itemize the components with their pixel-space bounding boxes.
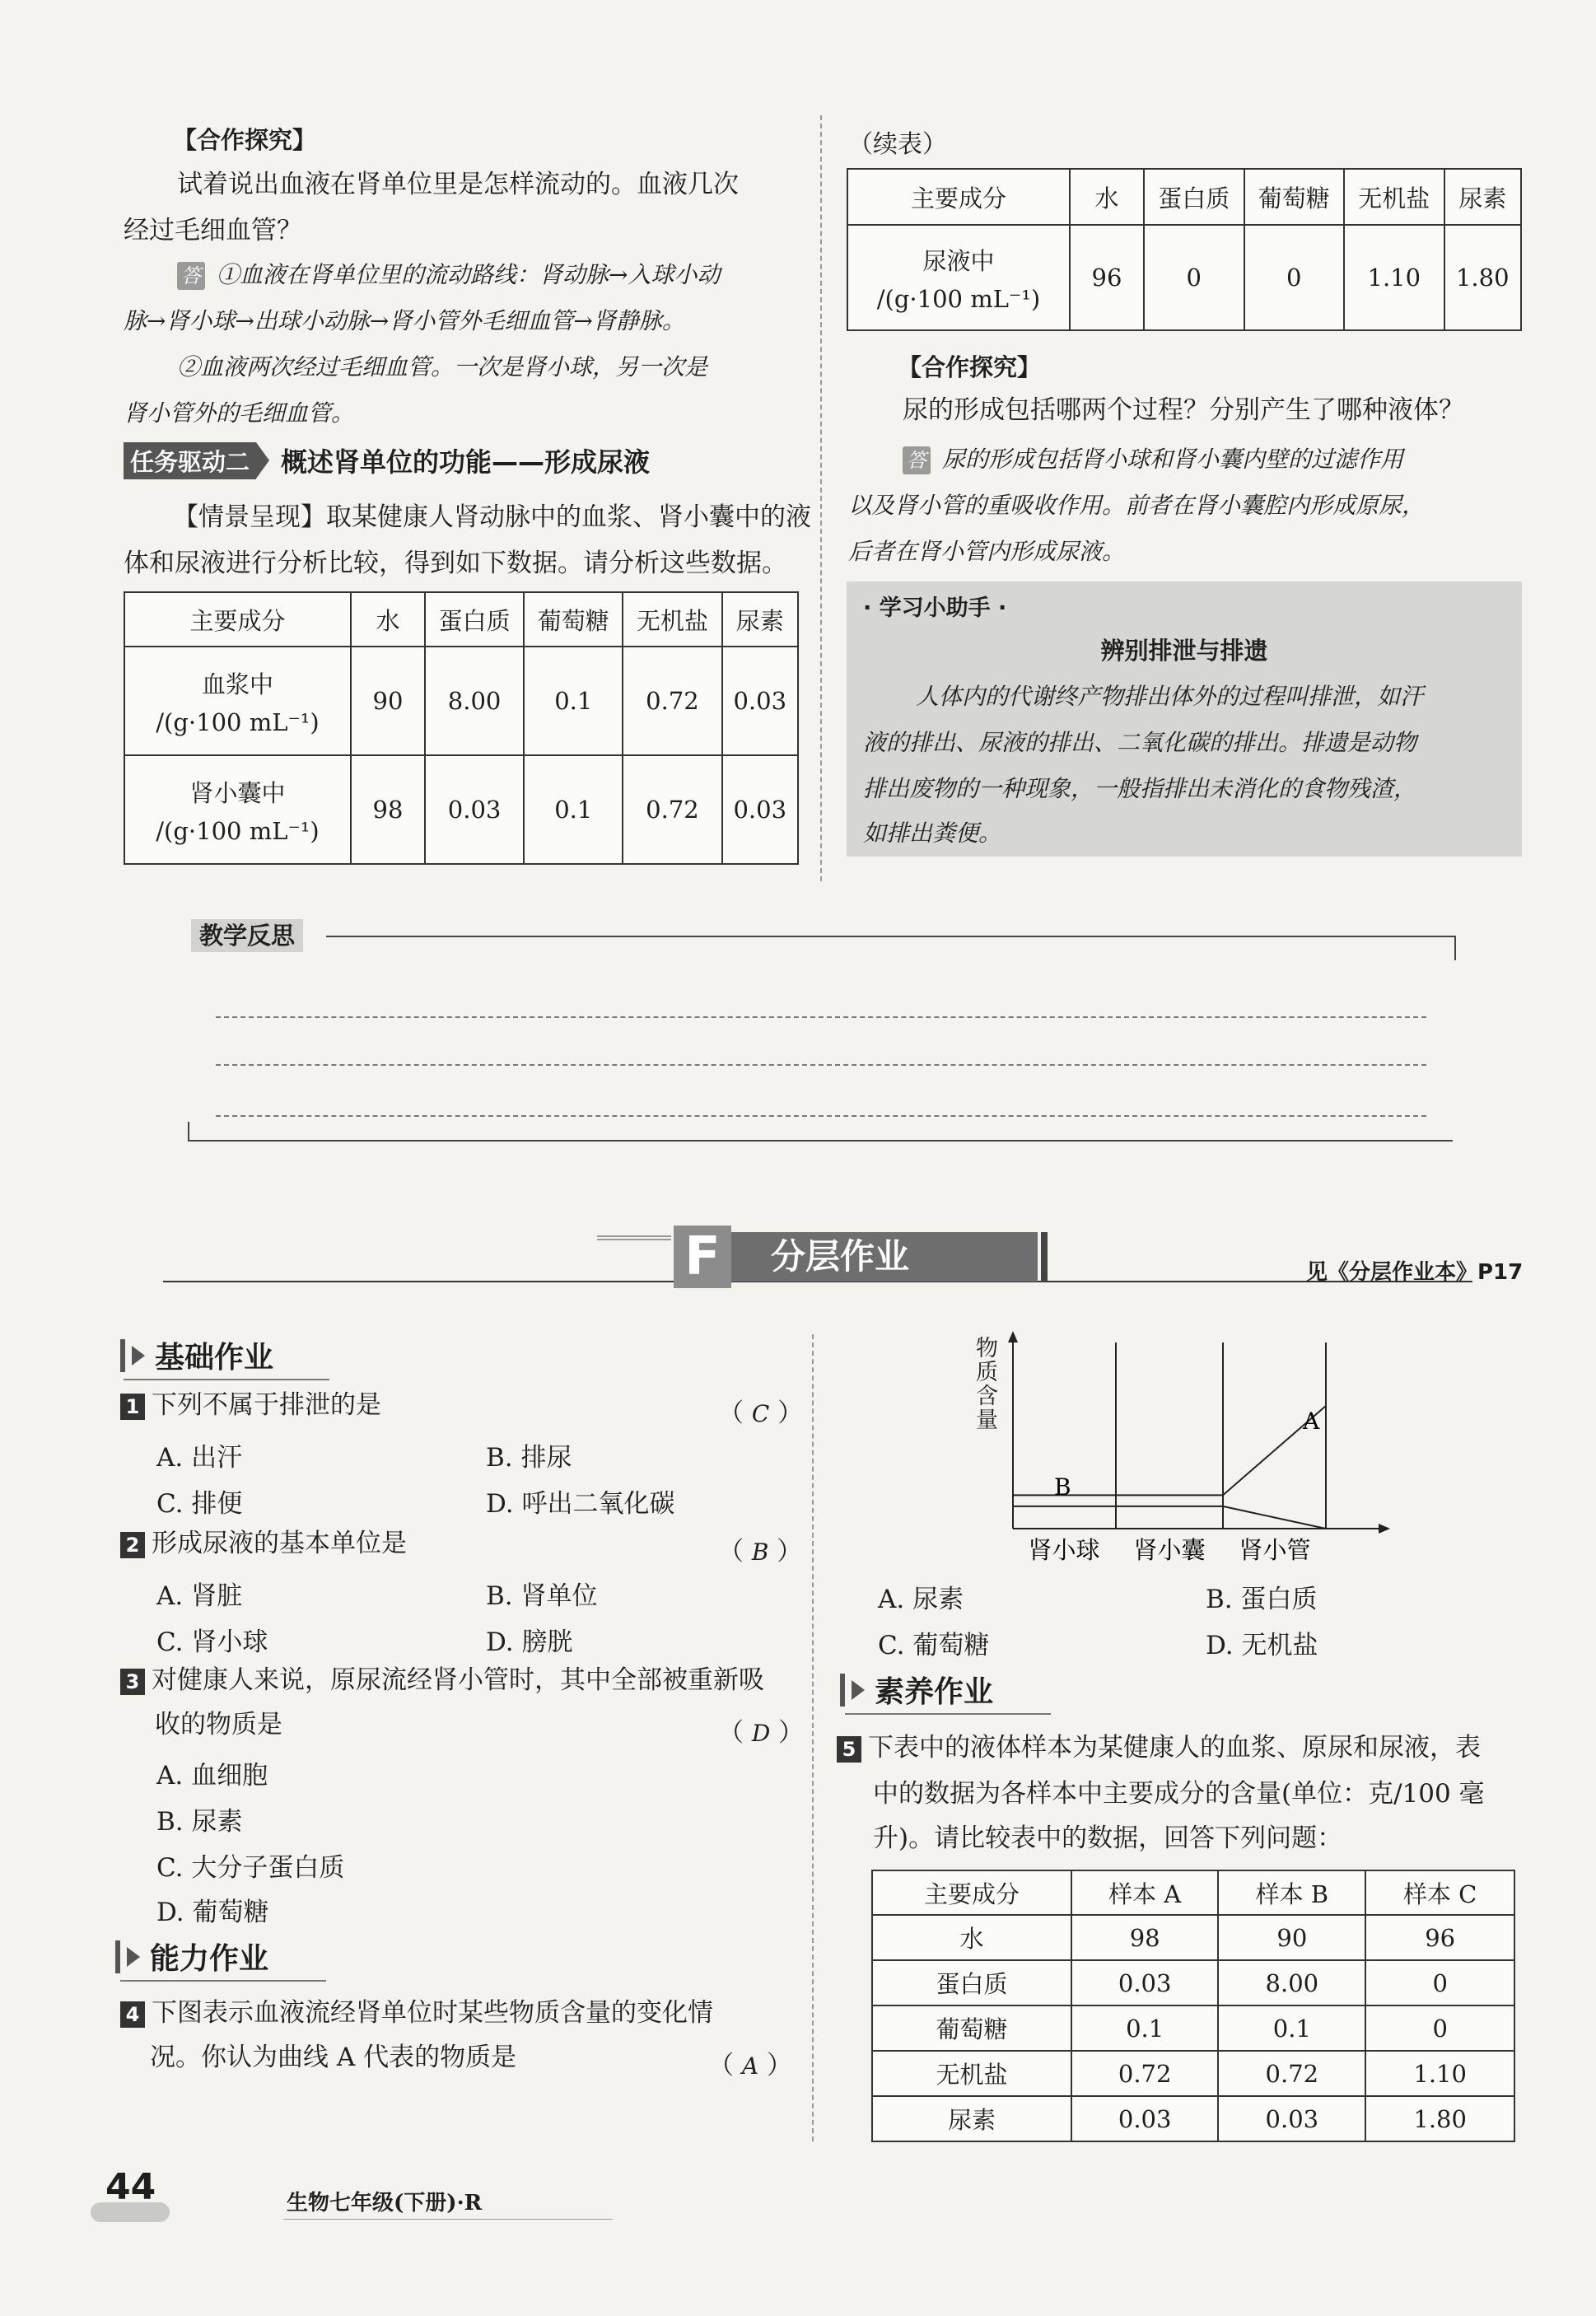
answer-line: 以及肾小管的重吸收作用。前者在肾小囊腔内形成原尿， bbox=[848, 492, 1426, 519]
table-header: 葡萄糖 bbox=[1244, 169, 1345, 225]
table-cell: 90 bbox=[1218, 1915, 1365, 1960]
option: A. 血细胞 bbox=[156, 1761, 268, 1791]
table-row bbox=[872, 2051, 1514, 2096]
table-cell: 0.72 bbox=[623, 647, 721, 755]
question-text: 对健康人来说，原尿流经肾小管时，其中全部被重新吸 bbox=[152, 1665, 764, 1695]
reflection-line bbox=[216, 1064, 1426, 1066]
x-axis-arrow bbox=[1379, 1524, 1390, 1534]
page-number: 44 bbox=[105, 2166, 156, 2208]
answer-line: ①血液在肾单位里的流动路线：肾动脉→入球小动 bbox=[217, 261, 721, 288]
option: B. 尿素 bbox=[156, 1807, 243, 1837]
answer-tag: 答 bbox=[177, 262, 205, 290]
option: C. 排便 bbox=[156, 1489, 243, 1519]
table-cell: 1.10 bbox=[1344, 225, 1444, 330]
answer-block-1 bbox=[177, 257, 720, 290]
table-cell: 无机盐 bbox=[872, 2051, 1071, 2096]
table-row bbox=[872, 1915, 1514, 1960]
table-header: 蛋白质 bbox=[425, 592, 524, 647]
option: C. 肾小球 bbox=[156, 1627, 268, 1657]
table-cell: 0 bbox=[1144, 225, 1244, 330]
coop-heading-2: 【合作探究】 bbox=[898, 353, 1042, 381]
option: D. 膀胱 bbox=[486, 1627, 573, 1657]
helper-line: 液的排出、尿液的排出、二氧化碳的排出。排遗是动物 bbox=[863, 729, 1417, 756]
curve-b bbox=[1013, 1506, 1326, 1529]
table-row bbox=[872, 2005, 1514, 2051]
answer-line: 肾小管外的毛细血管。 bbox=[124, 399, 355, 427]
data-table-1 bbox=[124, 591, 799, 865]
answer-line: 脉→肾小球→出球小动脉→肾小管外毛细血管→肾静脉。 bbox=[124, 307, 685, 334]
answer-paren-3: （ D ） bbox=[718, 1718, 805, 1748]
table-cell: 0.1 bbox=[1071, 2005, 1218, 2051]
option: D. 葡萄糖 bbox=[156, 1898, 269, 1927]
table-cell: 0.72 bbox=[1071, 2051, 1218, 2096]
table-header: 样本 B bbox=[1218, 1870, 1365, 1915]
table-cell: 8.00 bbox=[425, 647, 524, 755]
table-cell: 1.80 bbox=[1365, 2096, 1514, 2141]
table-row bbox=[124, 755, 798, 864]
workbook-reference: 见《分层作业本》P17 bbox=[1306, 1260, 1524, 1285]
substance-chart bbox=[955, 1326, 1400, 1581]
banner-end-bar bbox=[1041, 1232, 1048, 1282]
option: A. 肾脏 bbox=[156, 1581, 243, 1611]
table-cell: 0.03 bbox=[1071, 2096, 1218, 2141]
data-table-continued bbox=[847, 168, 1522, 331]
table-row bbox=[847, 225, 1521, 330]
option: C. 大分子蛋白质 bbox=[156, 1853, 345, 1883]
question-1 bbox=[120, 1382, 381, 1428]
question-number: 2 bbox=[120, 1532, 145, 1558]
ability-homework-heading: 能力作业 bbox=[115, 1935, 268, 1977]
option: B. 肾单位 bbox=[486, 1581, 598, 1611]
answer-line: 尿的形成包括肾小球和肾小囊内壁的过滤作用 bbox=[942, 446, 1404, 473]
option: B. 蛋白质 bbox=[1206, 1585, 1318, 1614]
option: C. 葡萄糖 bbox=[878, 1631, 990, 1660]
table-header: 尿素 bbox=[722, 592, 798, 647]
option: B. 排尿 bbox=[486, 1443, 572, 1473]
table-row bbox=[872, 1960, 1514, 2005]
curve-b-label: B bbox=[1054, 1473, 1071, 1501]
answer-block-2 bbox=[903, 441, 1403, 474]
table-cell: 0 bbox=[1365, 1960, 1514, 2005]
table-header: 蛋白质 bbox=[1144, 169, 1244, 225]
reflection-label: 教学反思 bbox=[191, 919, 303, 952]
table-cell: 98 bbox=[351, 755, 425, 864]
table-header: 主要成分 bbox=[872, 1870, 1071, 1915]
table-header: 葡萄糖 bbox=[524, 592, 623, 647]
task-heading bbox=[124, 441, 650, 479]
literacy-homework-heading: 素养作业 bbox=[840, 1669, 993, 1711]
curve-a-label: A bbox=[1303, 1407, 1320, 1435]
question-text: 收的物质是 bbox=[155, 1710, 282, 1739]
table-header: 样本 A bbox=[1071, 1870, 1218, 1915]
table-cell: 血浆中 /(g·100 mL⁻¹) bbox=[124, 647, 351, 755]
table-cell: 0.03 bbox=[1218, 2096, 1365, 2141]
table-row bbox=[872, 2096, 1514, 2141]
x-tick-label: 肾小囊 bbox=[1133, 1536, 1206, 1564]
table-cell: 1.10 bbox=[1365, 2051, 1514, 2096]
x-tick-label: 肾小管 bbox=[1239, 1536, 1311, 1564]
table-cell: 90 bbox=[351, 647, 425, 755]
table-cell: 水 bbox=[872, 1915, 1071, 1960]
question-text: 升)。请比较表中的数据，回答下列问题： bbox=[873, 1823, 1343, 1853]
coop-question-1: 试着说出血液在肾单位里是怎样流动的。血液几次 bbox=[177, 170, 739, 199]
table-row bbox=[124, 647, 798, 755]
book-title: 生物七年级(下册)·R bbox=[287, 2191, 483, 2216]
coop-question-2: 经过毛细血管？ bbox=[124, 216, 302, 245]
table-cell: 尿素 bbox=[872, 2096, 1071, 2141]
scene-line-1: 【情景呈现】取某健康人肾动脉中的血浆、肾小囊中的液 bbox=[173, 502, 811, 532]
table-header: 尿素 bbox=[1444, 169, 1521, 225]
table-cell: 0.03 bbox=[722, 755, 798, 864]
table-cell: 0.1 bbox=[1218, 2005, 1365, 2051]
answer-paren-4: （ A ） bbox=[708, 2051, 792, 2080]
table-cell: 葡萄糖 bbox=[872, 2005, 1071, 2051]
question-number: 3 bbox=[120, 1669, 145, 1695]
question-text: 下图表示血液流经肾单位时某些物质含量的变化情 bbox=[152, 1998, 713, 2028]
option: D. 无机盐 bbox=[1206, 1631, 1318, 1660]
answer-paren-1: （ C ） bbox=[718, 1398, 804, 1428]
reflection-line bbox=[216, 1115, 1426, 1117]
table-header: 水 bbox=[1070, 169, 1144, 225]
table-cell: 尿液中 /(g·100 mL⁻¹) bbox=[847, 225, 1070, 330]
helper-tag: · 学习小助手 · bbox=[863, 595, 1007, 621]
table-cell: 肾小囊中 /(g·100 mL⁻¹) bbox=[124, 755, 351, 864]
question-text: 况。你认为曲线 A 代表的物质是 bbox=[150, 2043, 517, 2072]
sample-table bbox=[871, 1870, 1515, 2142]
question-text: 下表中的液体样本为某健康人的血浆、原尿和尿液，表 bbox=[868, 1733, 1481, 1763]
table-header: 无机盐 bbox=[1344, 169, 1444, 225]
table-header: 主要成分 bbox=[124, 592, 351, 647]
table-cell: 96 bbox=[1365, 1915, 1514, 1960]
helper-line: 人体内的代谢终产物排出体外的过程叫排泄，如汗 bbox=[916, 683, 1424, 710]
answer-line: ②血液两次经过毛细血管。一次是肾小球，另一次是 bbox=[177, 353, 708, 381]
reflection-line bbox=[216, 1016, 1426, 1018]
answer-line: 后者在肾小管内形成尿液。 bbox=[848, 538, 1126, 565]
option: A. 尿素 bbox=[878, 1585, 964, 1614]
table-cell: 0.03 bbox=[722, 647, 798, 755]
coop-question-3: 尿的形成包括哪两个过程？分别产生了哪种液体？ bbox=[903, 395, 1464, 425]
heading-underline bbox=[124, 1379, 329, 1380]
helper-line: 如排出粪便。 bbox=[863, 819, 1002, 847]
helper-line: 排出废物的一种现象，一般指排出未消化的食物残渣， bbox=[863, 775, 1417, 802]
table-cell: 0.1 bbox=[524, 647, 623, 755]
task-badge: 任务驱动二 bbox=[124, 442, 256, 479]
table-cell: 0.03 bbox=[1071, 1960, 1218, 2005]
study-helper-box bbox=[847, 581, 1522, 857]
reflection-bottom-rule bbox=[188, 1140, 1453, 1142]
scene-line-2: 体和尿液进行分析比较，得到如下数据。请分析这些数据。 bbox=[124, 549, 787, 578]
x-tick-label: 肾小球 bbox=[1028, 1536, 1100, 1564]
table-header: 样本 C bbox=[1365, 1870, 1514, 1915]
table-cell: 0.72 bbox=[1218, 2051, 1365, 2096]
table-header: 无机盐 bbox=[623, 592, 721, 647]
task-title: 概述肾单位的功能——形成尿液 bbox=[281, 446, 651, 478]
table-header: 水 bbox=[351, 592, 425, 647]
reflection-top-rule bbox=[326, 936, 1454, 937]
question-number: 4 bbox=[120, 2001, 145, 2028]
table-cell: 蛋白质 bbox=[872, 1960, 1071, 2005]
question-3 bbox=[120, 1657, 764, 1703]
table-header: 主要成分 bbox=[847, 169, 1070, 225]
table-cell: 0 bbox=[1365, 2005, 1514, 2051]
question-5 bbox=[837, 1725, 1481, 1771]
question-number: 1 bbox=[120, 1394, 145, 1420]
table-cell: 96 bbox=[1070, 225, 1144, 330]
table-cell: 98 bbox=[1071, 1915, 1218, 1960]
banner-badge: F bbox=[674, 1226, 731, 1288]
helper-title: 辨别排泄与排遗 bbox=[1100, 637, 1268, 665]
option: A. 出汗 bbox=[156, 1443, 243, 1473]
reflection-bracket bbox=[188, 1122, 189, 1140]
column-divider bbox=[820, 115, 822, 881]
answer-paren-2: （ B ） bbox=[718, 1537, 803, 1567]
banner-title: 分层作业 bbox=[731, 1232, 1038, 1282]
table-cell: 0.72 bbox=[623, 755, 721, 864]
table-cell: 0.1 bbox=[524, 755, 623, 864]
question-text: 中的数据为各样本中主要成分的含量(单位：克/100 毫 bbox=[873, 1779, 1485, 1809]
option: D. 呼出二氧化碳 bbox=[486, 1489, 675, 1519]
column-divider bbox=[812, 1334, 814, 2141]
footer-rule bbox=[283, 2219, 613, 2220]
question-text: 形成尿液的基本单位是 bbox=[152, 1529, 407, 1558]
heading-underline bbox=[120, 1980, 326, 1982]
table-cell: 1.80 bbox=[1444, 225, 1521, 330]
reflection-bracket bbox=[1454, 936, 1456, 960]
question-2 bbox=[120, 1520, 407, 1567]
coop-heading: 【合作探究】 bbox=[173, 126, 317, 154]
table-cell: 8.00 bbox=[1218, 1960, 1365, 2005]
table-cell: 0.03 bbox=[425, 755, 524, 864]
y-axis-label: 物质含量 bbox=[972, 1336, 997, 1431]
question-text: 下列不属于排泄的是 bbox=[152, 1390, 381, 1420]
table-cell: 0 bbox=[1244, 225, 1345, 330]
banner-stripes bbox=[597, 1235, 671, 1240]
question-4 bbox=[120, 1990, 713, 2036]
question-number: 5 bbox=[837, 1736, 861, 1763]
basic-homework-heading: 基础作业 bbox=[120, 1334, 273, 1376]
answer-tag: 答 bbox=[903, 446, 931, 474]
heading-underline bbox=[845, 1713, 1051, 1715]
continued-label: （续表） bbox=[848, 130, 947, 159]
y-axis-arrow bbox=[1008, 1331, 1018, 1342]
